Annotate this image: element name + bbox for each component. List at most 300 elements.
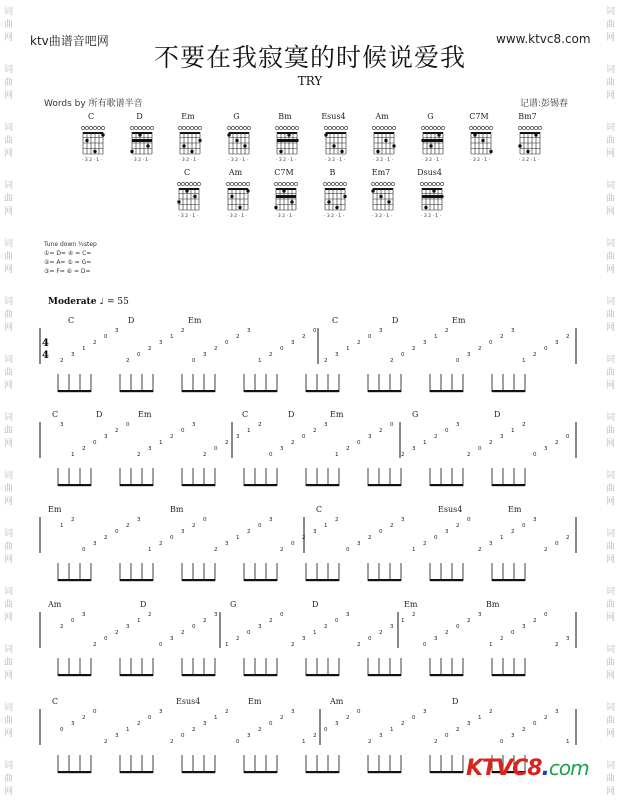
watermark-char: 词 [606, 123, 616, 133]
watermark-char: 曲 [606, 774, 616, 784]
measure-chord-label: D [288, 410, 295, 419]
watermark-char: 曲 [4, 426, 14, 436]
svg-text:1: 1 [82, 346, 86, 352]
svg-text:3: 3 [159, 709, 163, 715]
watermark-char: 网 [606, 787, 616, 797]
chord-diagram-name: G [233, 112, 240, 121]
chord-diagram-grid [129, 124, 159, 162]
svg-text:2: 2 [335, 517, 339, 523]
watermark-char: 曲 [606, 716, 616, 726]
tempo-marking [48, 297, 129, 307]
watermark-char: 曲 [606, 426, 616, 436]
svg-text:3: 3 [368, 434, 372, 440]
svg-text:3: 3 [434, 636, 438, 642]
watermark-char: 网 [4, 33, 14, 43]
svg-text:0: 0 [82, 547, 86, 553]
svg-text:3: 3 [225, 541, 229, 547]
svg-text:3: 3 [445, 529, 449, 535]
watermark-char: 词 [606, 355, 616, 365]
svg-text:· 3 2 · 1 ·: · 3 2 · 1 · [179, 158, 200, 162]
svg-text:0: 0 [148, 715, 152, 721]
watermark-char: 网 [606, 265, 616, 275]
watermark-char: 曲 [606, 484, 616, 494]
svg-text:1: 1 [566, 739, 570, 745]
svg-text:2: 2 [280, 715, 284, 721]
svg-text:3: 3 [104, 434, 108, 440]
svg-text:3: 3 [181, 529, 185, 535]
svg-text:· 3 2 · 1 ·: · 3 2 · 1 · [470, 158, 491, 162]
svg-text:0: 0 [225, 340, 229, 346]
svg-text:2: 2 [214, 346, 218, 352]
svg-text:2: 2 [313, 428, 317, 434]
svg-text:2: 2 [467, 618, 471, 624]
svg-text:0: 0 [379, 529, 383, 535]
svg-text:2: 2 [203, 452, 207, 458]
svg-text:2: 2 [280, 547, 284, 553]
tuning-info [44, 240, 97, 276]
svg-text:3: 3 [291, 340, 295, 346]
svg-text:1: 1 [214, 715, 218, 721]
svg-text:0: 0 [170, 535, 174, 541]
chord-diagram-name: Bm7 [518, 112, 537, 121]
svg-text:0: 0 [93, 440, 97, 446]
svg-text:2: 2 [555, 440, 559, 446]
watermark-char: 词 [4, 297, 14, 307]
svg-text:3: 3 [291, 709, 295, 715]
watermark-char: 词 [606, 65, 616, 75]
svg-text:2: 2 [445, 328, 449, 334]
svg-text:3: 3 [203, 721, 207, 727]
watermark-char: 曲 [4, 368, 14, 378]
svg-text:1: 1 [423, 440, 427, 446]
svg-text:0: 0 [500, 739, 504, 745]
logo-dot: . [541, 756, 549, 781]
watermark-char: 词 [4, 181, 14, 191]
svg-text:0: 0 [93, 709, 97, 715]
svg-text:0: 0 [456, 624, 460, 630]
svg-text:2: 2 [346, 446, 350, 452]
svg-text:0: 0 [478, 446, 482, 452]
svg-text:0: 0 [203, 517, 207, 523]
chord-diagram-name: Dsus4 [417, 168, 442, 177]
svg-text:3: 3 [269, 517, 273, 523]
svg-text:2: 2 [137, 452, 141, 458]
watermark-char: 曲 [4, 194, 14, 204]
svg-text:2: 2 [390, 523, 394, 529]
svg-text:3: 3 [159, 340, 163, 346]
svg-text:2: 2 [170, 434, 174, 440]
svg-text:2: 2 [467, 452, 471, 458]
chord-diagram-name: G [427, 112, 434, 121]
svg-text:2: 2 [148, 346, 152, 352]
svg-text:2: 2 [115, 630, 119, 636]
svg-text:3: 3 [467, 352, 471, 358]
watermark-char: 曲 [606, 252, 616, 262]
measure-chord-label: Bm [486, 600, 500, 609]
watermark-char: 词 [4, 761, 14, 771]
svg-text:3: 3 [335, 721, 339, 727]
svg-text:2: 2 [104, 535, 108, 541]
svg-text:0: 0 [533, 721, 537, 727]
watermark-char: 网 [606, 207, 616, 217]
svg-text:1: 1 [390, 727, 394, 733]
watermark-char: 曲 [4, 20, 14, 30]
svg-text:0: 0 [192, 358, 196, 364]
watermark-char: 曲 [4, 774, 14, 784]
watermark-char: 词 [4, 529, 14, 539]
svg-text:· 3 2 · 1 ·: · 3 2 · 1 · [130, 158, 151, 162]
chord-diagram-grid [323, 124, 353, 162]
measure-chord-label: Em [248, 697, 262, 706]
svg-text:3: 3 [346, 612, 350, 618]
svg-text:0: 0 [390, 422, 394, 428]
svg-text:2: 2 [456, 523, 460, 529]
watermark-char: 曲 [606, 136, 616, 146]
svg-text:2: 2 [445, 630, 449, 636]
svg-text:2: 2 [324, 358, 328, 364]
watermark-char: 曲 [4, 136, 14, 146]
svg-text:0: 0 [368, 334, 372, 340]
tab-staff [36, 517, 596, 589]
svg-text:2: 2 [489, 709, 493, 715]
svg-text:· 3 2 · 1 ·: · 3 2 · 1 · [324, 158, 345, 162]
svg-text:0: 0 [115, 529, 119, 535]
watermark-char: 网 [4, 497, 14, 507]
svg-text:2: 2 [203, 618, 207, 624]
measure-chord-label: Bm [170, 505, 184, 514]
svg-text:3: 3 [236, 434, 240, 440]
svg-text:2: 2 [181, 630, 185, 636]
chord-diagram-name: Am [375, 112, 389, 121]
watermark-char: 网 [4, 207, 14, 217]
svg-text:3: 3 [467, 721, 471, 727]
svg-text:2: 2 [368, 535, 372, 541]
measure-chord-label: Em [48, 505, 62, 514]
svg-text:3: 3 [247, 328, 251, 334]
svg-text:0: 0 [71, 618, 75, 624]
measure-chord-label: G [412, 410, 419, 419]
svg-text:3: 3 [555, 709, 559, 715]
watermark-char: 网 [606, 323, 616, 333]
svg-text:2: 2 [456, 727, 460, 733]
svg-text:0: 0 [302, 434, 306, 440]
watermark-char: 曲 [4, 78, 14, 88]
svg-text:2: 2 [401, 452, 405, 458]
chord-diagram-grid [419, 180, 449, 218]
svg-text:· 3 2 · 1 ·: · 3 2 · 1 · [373, 158, 394, 162]
chord-diagram-grid [322, 180, 352, 218]
svg-text:2: 2 [93, 642, 97, 648]
watermark-char: 曲 [4, 658, 14, 668]
svg-text:1: 1 [335, 452, 339, 458]
words-credit: Words by 所有歌谱半音 [44, 99, 143, 109]
svg-text:0: 0 [489, 340, 493, 346]
svg-text:3: 3 [71, 721, 75, 727]
chord-diagram-name: C [87, 112, 95, 121]
svg-text:2: 2 [302, 535, 306, 541]
svg-text:0: 0 [104, 636, 108, 642]
chord-diagram-name: C7M [469, 112, 489, 121]
measure-chord-label: D [392, 316, 399, 325]
chord-diagram-name: Em [181, 112, 195, 121]
chord-diagram-name: Esus4 [321, 112, 346, 121]
svg-text:1: 1 [170, 334, 174, 340]
svg-text:· 3 2 · 1 ·: · 3 2 · 1 · [82, 158, 103, 162]
svg-text:3: 3 [137, 517, 141, 523]
svg-text:· 3 2 · 1 ·: · 3 2 · 1 · [227, 158, 248, 162]
svg-text:0: 0 [412, 715, 416, 721]
svg-text:· 3 2 · 1 ·: · 3 2 · 1 · [372, 214, 393, 218]
svg-text:2: 2 [357, 340, 361, 346]
svg-text:· 3 2 · 1 ·: · 3 2 · 1 · [276, 158, 297, 162]
svg-text:2: 2 [258, 422, 262, 428]
svg-text:1: 1 [247, 428, 251, 434]
watermark-char: 词 [4, 65, 14, 75]
svg-text:· 3 2 · 1 ·: · 3 2 · 1 · [421, 158, 442, 162]
tuning-title: Tune down ½step [44, 241, 97, 248]
svg-text:3: 3 [302, 636, 306, 642]
svg-text:2: 2 [434, 739, 438, 745]
svg-text:2: 2 [500, 334, 504, 340]
svg-text:2: 2 [500, 636, 504, 642]
svg-text:1: 1 [258, 358, 262, 364]
svg-text:0: 0 [445, 428, 449, 434]
watermark-char: 网 [4, 439, 14, 449]
svg-text:2: 2 [522, 422, 526, 428]
svg-text:2: 2 [357, 642, 361, 648]
svg-text:2: 2 [379, 428, 383, 434]
svg-text:· 3 2 · 1 ·: · 3 2 · 1 · [323, 214, 344, 218]
svg-text:2: 2 [390, 358, 394, 364]
svg-text:3: 3 [390, 624, 394, 630]
watermark-char: 词 [4, 7, 14, 17]
svg-text:3: 3 [456, 422, 460, 428]
watermark-char: 网 [4, 149, 14, 159]
svg-text:3: 3 [511, 328, 515, 334]
svg-text:2: 2 [566, 535, 570, 541]
svg-text:2: 2 [71, 517, 75, 523]
svg-text:0: 0 [346, 547, 350, 553]
svg-text:0: 0 [280, 612, 284, 618]
svg-text:· 3 2 · 1 ·: · 3 2 · 1 · [518, 158, 539, 162]
measure-chord-label: Am [48, 600, 62, 609]
watermark-char: 网 [4, 671, 14, 681]
svg-text:3: 3 [335, 352, 339, 358]
svg-text:3: 3 [544, 446, 548, 452]
svg-text:4: 4 [42, 350, 49, 361]
measure-chord-label: D [140, 600, 147, 609]
svg-text:2: 2 [82, 715, 86, 721]
watermark-char: 曲 [606, 78, 616, 88]
tempo-value: = 55 [106, 297, 129, 307]
svg-text:2: 2 [555, 642, 559, 648]
watermark-char: 曲 [4, 600, 14, 610]
svg-text:3: 3 [247, 733, 251, 739]
chord-diagram-name: Am [228, 168, 243, 177]
svg-text:0: 0 [60, 727, 64, 733]
svg-text:2: 2 [324, 624, 328, 630]
watermark-char: 网 [606, 497, 616, 507]
watermark-char: 词 [606, 703, 616, 713]
svg-text:3: 3 [357, 541, 361, 547]
svg-text:0: 0 [181, 733, 185, 739]
watermark-char: 词 [4, 703, 14, 713]
watermark-char: 曲 [606, 600, 616, 610]
svg-text:3: 3 [412, 446, 416, 452]
svg-text:0: 0 [544, 612, 548, 618]
watermark-char: 网 [4, 613, 14, 623]
svg-text:3: 3 [401, 517, 405, 523]
svg-text:0: 0 [104, 334, 108, 340]
tab-staff [36, 612, 596, 684]
svg-text:2: 2 [104, 739, 108, 745]
artist-name: TRY [297, 74, 323, 88]
watermark-char: 网 [4, 265, 14, 275]
svg-text:1: 1 [225, 642, 229, 648]
svg-text:2: 2 [225, 440, 229, 446]
svg-text:2: 2 [423, 541, 427, 547]
svg-text:3: 3 [555, 340, 559, 346]
svg-text:2: 2 [93, 340, 97, 346]
svg-text:3: 3 [115, 328, 119, 334]
watermark-char: 网 [606, 671, 616, 681]
svg-text:2: 2 [522, 727, 526, 733]
svg-text:1: 1 [434, 334, 438, 340]
site-name-left: ktv曲谱音吧网 [30, 34, 109, 48]
svg-text:3: 3 [170, 636, 174, 642]
tab-staff [36, 422, 596, 494]
svg-text:2: 2 [346, 715, 350, 721]
measure-chord-label: Em [452, 316, 466, 325]
watermark-char: 曲 [606, 20, 616, 30]
watermark-char: 词 [4, 587, 14, 597]
watermark-char: 词 [4, 413, 14, 423]
chord-diagram-grid [177, 124, 207, 162]
svg-text:2: 2 [247, 529, 251, 535]
svg-text:1: 1 [522, 358, 526, 364]
measure-chord-label: D [494, 410, 501, 419]
svg-text:0: 0 [423, 642, 427, 648]
watermark-char: 曲 [4, 542, 14, 552]
measure-chord-label: D [452, 697, 459, 706]
svg-text:0: 0 [533, 452, 537, 458]
svg-text:0: 0 [258, 523, 262, 529]
svg-text:3: 3 [511, 733, 515, 739]
svg-text:3: 3 [379, 733, 383, 739]
watermark-char: 网 [606, 729, 616, 739]
watermark-char: 词 [606, 413, 616, 423]
measure-chord-label: Em [138, 410, 152, 419]
svg-text:3: 3 [423, 340, 427, 346]
svg-text:3: 3 [280, 446, 284, 452]
watermark-char: 网 [4, 323, 14, 333]
watermark-char: 曲 [606, 310, 616, 320]
svg-text:0: 0 [236, 739, 240, 745]
svg-text:2: 2 [269, 352, 273, 358]
svg-text:3: 3 [313, 529, 317, 535]
chord-diagram-grid [176, 180, 206, 218]
measure-chord-label: Am [330, 697, 344, 706]
logo-main: KTVC8 [466, 756, 542, 781]
svg-text:1: 1 [71, 452, 75, 458]
watermark-char: 曲 [606, 194, 616, 204]
measure-chord-label: G [230, 600, 237, 609]
svg-text:1: 1 [60, 523, 64, 529]
svg-text:2: 2 [148, 612, 152, 618]
svg-text:3: 3 [71, 352, 75, 358]
svg-text:2: 2 [170, 739, 174, 745]
measure-chord-label: Esus4 [438, 505, 463, 514]
chord-diagram-grid [517, 124, 547, 162]
measure-chord-label: Em [508, 505, 522, 514]
tuning-line-2: ②= A= ⑤ = G= [44, 259, 92, 266]
svg-text:0: 0 [555, 541, 559, 547]
svg-text:1: 1 [412, 547, 416, 553]
svg-text:2: 2 [291, 440, 295, 446]
svg-text:3: 3 [115, 733, 119, 739]
svg-text:2: 2 [412, 612, 416, 618]
watermark-char: 词 [606, 181, 616, 191]
svg-text:3: 3 [60, 422, 64, 428]
svg-text:2: 2 [82, 446, 86, 452]
measure-chord-label: Em [404, 600, 418, 609]
svg-text:2: 2 [291, 642, 295, 648]
watermark-char: 词 [606, 297, 616, 307]
measure-chord-label: C [332, 316, 339, 325]
svg-text:3: 3 [478, 612, 482, 618]
measure-chord-label: Em [188, 316, 202, 325]
watermark-char: 词 [606, 7, 616, 17]
svg-text:· 3 2 · 1 ·: · 3 2 · 1 · [275, 214, 296, 218]
svg-text:2: 2 [533, 618, 537, 624]
watermark-char: 曲 [4, 484, 14, 494]
svg-text:2: 2 [159, 541, 163, 547]
svg-text:1: 1 [489, 642, 493, 648]
svg-text:0: 0 [522, 523, 526, 529]
tuning-line-1: ①= D= ④ = C= [44, 250, 92, 257]
watermark-char: 网 [606, 91, 616, 101]
svg-text:1: 1 [137, 618, 141, 624]
watermark-char: 曲 [4, 252, 14, 262]
svg-text:1: 1 [401, 618, 405, 624]
svg-text:3: 3 [148, 446, 152, 452]
svg-text:3: 3 [82, 612, 86, 618]
chord-diagram-grid [370, 180, 400, 218]
watermark-char: 网 [606, 149, 616, 159]
watermark-char: 词 [4, 355, 14, 365]
watermark-char: 曲 [4, 310, 14, 320]
watermark-char: 曲 [606, 368, 616, 378]
watermark-char: 网 [606, 439, 616, 449]
watermark-char: 词 [4, 645, 14, 655]
svg-text:3: 3 [500, 434, 504, 440]
svg-text:3: 3 [126, 624, 130, 630]
svg-text:2: 2 [126, 523, 130, 529]
svg-text:2: 2 [434, 434, 438, 440]
svg-text:0: 0 [335, 618, 339, 624]
chord-diagram-grid [225, 180, 255, 218]
svg-text:2: 2 [478, 547, 482, 553]
chord-diagram-name: C7M [274, 168, 294, 177]
svg-text:2: 2 [236, 636, 240, 642]
svg-text:0: 0 [137, 352, 141, 358]
svg-text:0: 0 [291, 541, 295, 547]
logo-tail: com [548, 756, 589, 780]
svg-text:1: 1 [478, 715, 482, 721]
svg-text:0: 0 [357, 709, 361, 715]
svg-text:1: 1 [236, 535, 240, 541]
svg-text:3: 3 [533, 517, 537, 523]
